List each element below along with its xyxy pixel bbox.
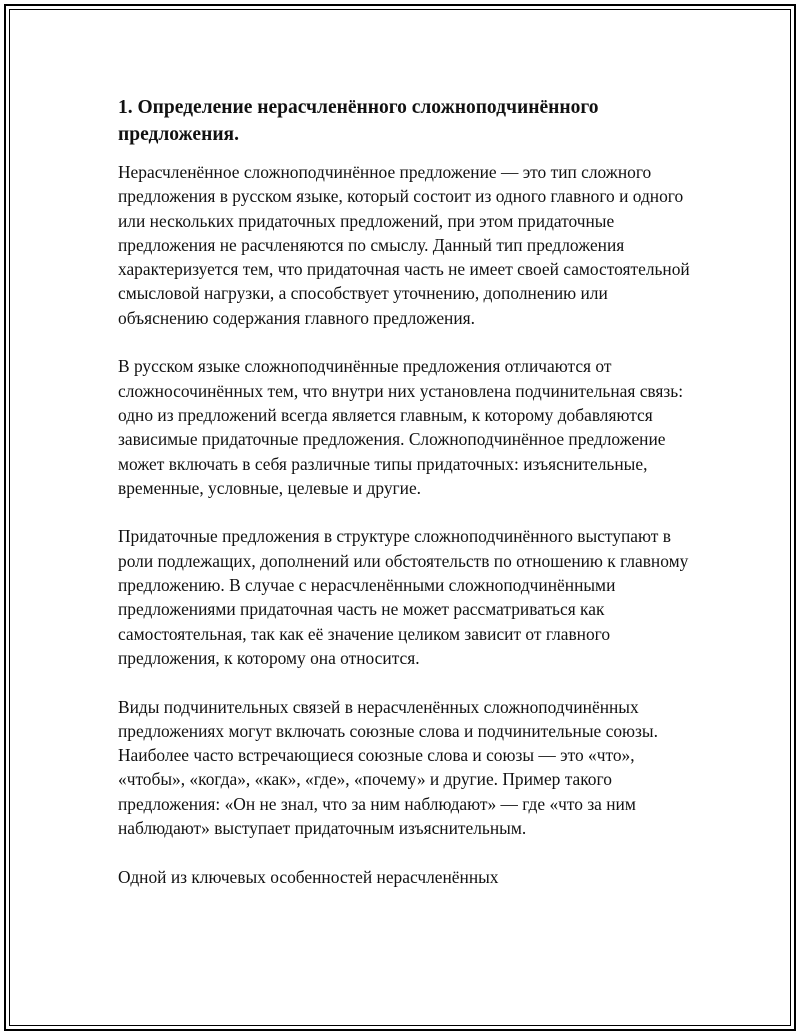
paragraph-4: Виды подчинительных связей в нерасчленённых сложноподчинённых предложениях могут включать союзные слова и подчинительные союзы. Наиболее часто встречающиеся союзные слова и союзы — это «что», «чтобы», «когда», «как», «где», «почему» и другие. Пример такого предложения: «Он не знал, что за ним наблюдают» — где «что за ним наблюдают» выступает придаточным изъяснительным.	[118, 696, 658, 839]
paragraph-2: В русском языке сложноподчинённые предложения отличаются от сложносочинённых тем, что внутри них установлена подчинительная связь: одно из предложений всегда является главным, к которому добавляются зависимые придаточные предложения. Сложноподчинённое предложение может включать в себя различные типы придаточных: изъяснительные, временные, условные, целевые и другие.	[118, 356, 684, 498]
document-body	[118, 94, 698, 913]
section-heading: 1. Определение нерасчленённого сложноподчинённого предложения.	[118, 97, 599, 145]
paragraph-1: Нерасчленённое сложноподчинённое предложение — это тип сложного предложения в русском языке, который состоит из одного главного и одного или нескольких придаточных предложений, при этом придаточные предложения не расчленяются по смыслу. Данный тип предложения характеризуется тем, что придаточная часть не имеет своей самостоятельной смысловой нагрузки, а способствует уточнению, дополнению или объяснению содержания главного предложения.	[118, 162, 690, 328]
paragraph-3: Придаточные предложения в структуре сложноподчинённого выступают в роли подлежащих, дополнений или обстоятельств по отношению к главному предложению. В случае с нерасчленёнными сложноподчинёнными предложениями придаточная часть не может рассматриваться как самостоятельная, так как её значение целиком зависит от главного предложения, к которому она относится.	[118, 526, 689, 668]
paragraph-5: Одной из ключевых особенностей нерасчленённых	[118, 866, 499, 887]
